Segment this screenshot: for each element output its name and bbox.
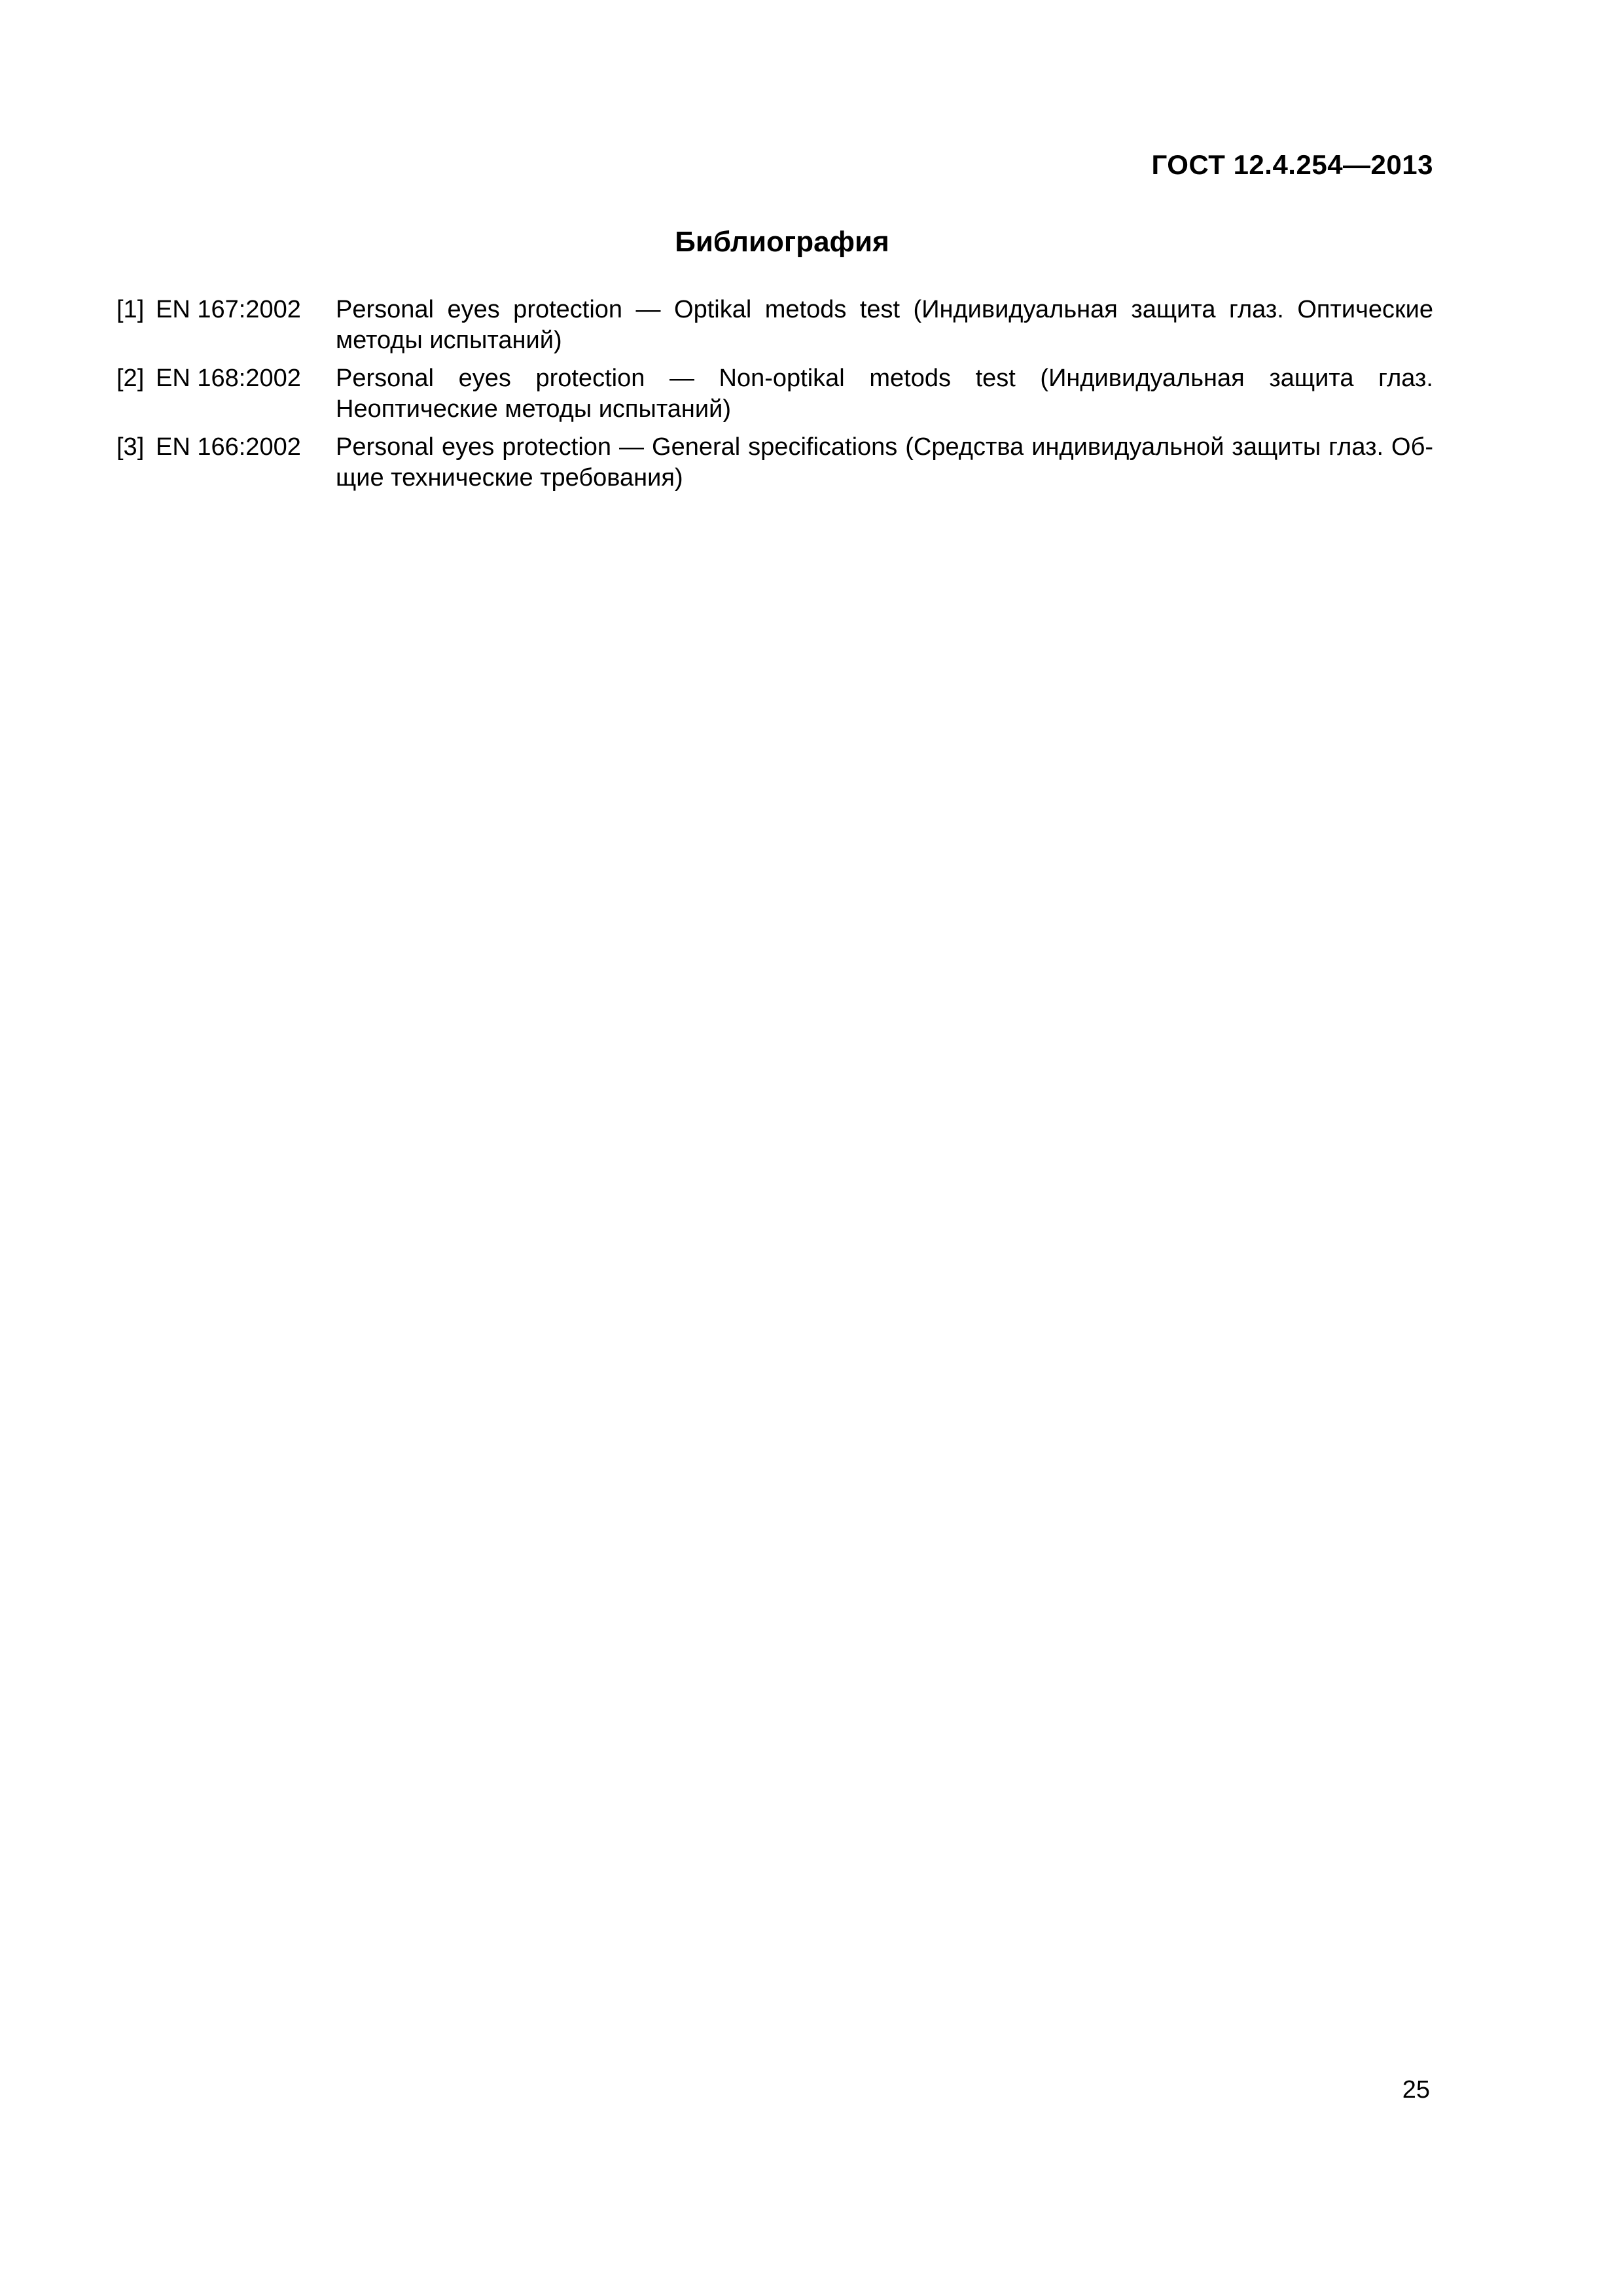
entry-code: EN 167:2002 bbox=[156, 296, 301, 323]
entry-number: [3] bbox=[116, 433, 145, 461]
bibliography-list bbox=[116, 295, 1433, 501]
entry-number: [2] bbox=[116, 365, 145, 392]
entry-text: Personal eyes protection — Non-optikal metods test (Индивидуальная защита глаз. Неоптические методы испытаний) bbox=[336, 365, 1433, 423]
entry-number: [1] bbox=[116, 296, 145, 323]
page-number: 25 bbox=[1402, 2076, 1430, 2104]
bibliography-entry bbox=[116, 295, 1433, 356]
entry-code: EN 168:2002 bbox=[156, 365, 301, 392]
entry-text: Personal eyes protection — General specifications (Средства индивидуальной защиты глаз. Общие технические требования) bbox=[336, 433, 1433, 492]
section-title: Библиография bbox=[675, 226, 889, 258]
bibliography-entry bbox=[116, 432, 1433, 493]
entry-text: Personal eyes protection — Optikal metods test (Индивидуальная защита глаз. Оптические методы испытаний) bbox=[336, 296, 1433, 354]
document-code: ГОСТ 12.4.254—2013 bbox=[1151, 149, 1433, 180]
entry-code: EN 166:2002 bbox=[156, 433, 301, 461]
bibliography-entry bbox=[116, 363, 1433, 425]
